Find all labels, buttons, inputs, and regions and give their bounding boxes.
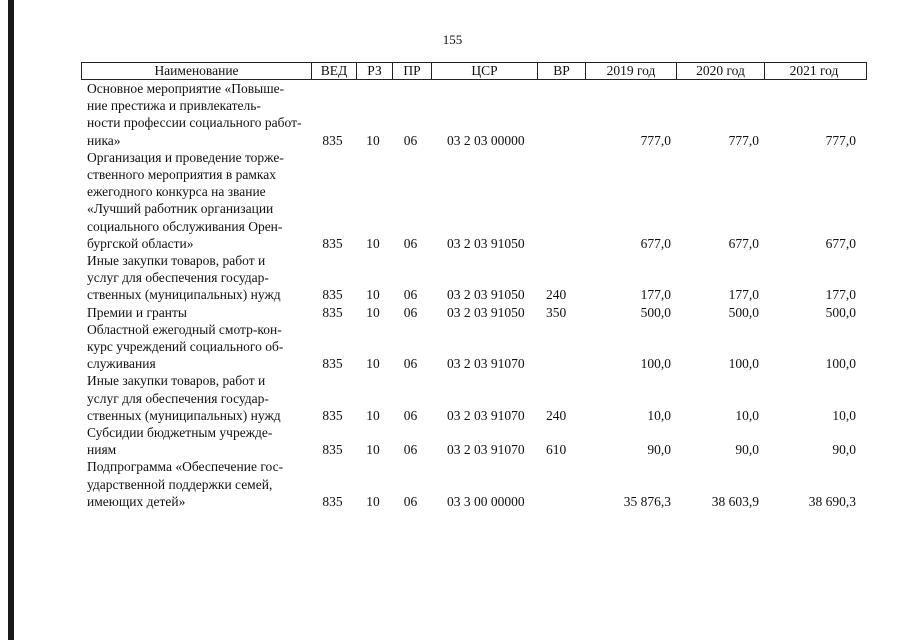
header-name: Наименование: [154, 63, 239, 78]
cell-2019: 10,0: [647, 407, 671, 423]
cell-pr: 06: [403, 493, 418, 509]
cell-2019: 90,0: [647, 442, 671, 458]
cell-vr: 350: [546, 304, 567, 320]
cell-name: Премии и гранты: [87, 304, 187, 320]
cell-csr: 03 2 03 91070: [447, 407, 525, 423]
header-2019: 2019 год: [585, 63, 676, 79]
header-vr: ВР: [537, 63, 585, 79]
cell-2020: 100,0: [728, 356, 759, 372]
budget-table: [81, 62, 867, 510]
cell-pr: 06: [403, 304, 418, 320]
cell-pr: 06: [403, 356, 418, 372]
table-row: [81, 149, 867, 252]
table-row: [81, 304, 867, 321]
header-csr: ЦСР: [431, 63, 537, 79]
header-ved: ВЕД: [311, 63, 356, 79]
cell-name: Организация и проведение торже- ственного мероприятия в рамках ежегодного конкурса на звание «Лучший работник организации социального обслуживания Орен- бургской области»: [87, 149, 284, 251]
cell-vr: 240: [546, 287, 567, 303]
cell-2021: 90,0: [832, 442, 856, 458]
cell-csr: 03 2 03 00000: [447, 132, 525, 148]
cell-2021: 177,0: [825, 287, 856, 303]
cell-2021: 38 690,3: [808, 493, 856, 509]
page-edge-shadow: [8, 0, 14, 640]
cell-ved: 835: [322, 287, 343, 303]
table-row: [81, 80, 867, 149]
header-2021: 2021 год: [764, 63, 863, 79]
cell-pr: 06: [403, 442, 418, 458]
cell-csr: 03 2 03 91050: [447, 235, 525, 251]
cell-rz: 10: [366, 287, 380, 303]
cell-pr: 06: [403, 407, 418, 423]
cell-rz: 10: [366, 356, 380, 372]
cell-2021: 100,0: [825, 356, 856, 372]
cell-2021: 500,0: [825, 304, 856, 320]
cell-pr: 06: [403, 132, 418, 148]
cell-2020: 677,0: [728, 235, 759, 251]
cell-pr: 06: [403, 235, 418, 251]
table-row: [81, 458, 867, 510]
cell-name: Иные закупки товаров, работ и услуг для обеспечения государ- ственных (муниципальных) нужд: [87, 373, 281, 423]
cell-rz: 10: [366, 493, 380, 509]
header-rz: РЗ: [356, 63, 392, 79]
cell-rz: 10: [366, 235, 380, 251]
table-header: [81, 62, 867, 80]
cell-ved: 835: [322, 235, 343, 251]
cell-pr: 06: [403, 287, 418, 303]
cell-2020: 10,0: [735, 407, 759, 423]
cell-name: Субсидии бюджетным учрежде- ниям: [87, 425, 273, 458]
cell-2020: 500,0: [728, 304, 759, 320]
cell-2021: 10,0: [832, 407, 856, 423]
cell-2019: 500,0: [640, 304, 671, 320]
cell-name: Областной ежегодный смотр-кон- курс учреждений социального об- служивания: [87, 321, 284, 372]
table-row: [81, 424, 867, 458]
table-row: [81, 321, 867, 373]
cell-csr: 03 2 03 91070: [447, 442, 525, 458]
cell-ved: 835: [322, 132, 343, 148]
cell-rz: 10: [366, 304, 380, 320]
table-body: [81, 80, 867, 510]
cell-csr: 03 2 03 91050: [447, 304, 525, 320]
header-pr: ПР: [392, 63, 431, 79]
cell-2020: 777,0: [728, 132, 759, 148]
cell-2019: 100,0: [640, 356, 671, 372]
cell-2020: 177,0: [728, 287, 759, 303]
cell-rz: 10: [366, 407, 380, 423]
cell-2021: 677,0: [825, 235, 856, 251]
cell-csr: 03 2 03 91050: [447, 287, 525, 303]
cell-2021: 777,0: [825, 132, 856, 148]
cell-ved: 835: [322, 493, 343, 509]
cell-ved: 835: [322, 356, 343, 372]
cell-ved: 835: [322, 407, 343, 423]
cell-ved: 835: [322, 442, 343, 458]
cell-name: Иные закупки товаров, работ и услуг для обеспечения государ- ственных (муниципальных) нужд: [87, 253, 281, 303]
cell-2019: 677,0: [640, 235, 671, 251]
cell-ved: 835: [322, 304, 343, 320]
cell-csr: 03 2 03 91070: [447, 356, 525, 372]
cell-vr: 240: [546, 407, 567, 423]
cell-2019: 35 876,3: [623, 493, 671, 509]
cell-csr: 03 3 00 00000: [447, 493, 525, 509]
cell-2020: 90,0: [735, 442, 759, 458]
cell-2019: 777,0: [640, 132, 671, 148]
cell-rz: 10: [366, 442, 380, 458]
cell-2020: 38 603,9: [711, 493, 759, 509]
cell-vr: 610: [546, 442, 567, 458]
page-number: 155: [442, 32, 463, 47]
table-row: [81, 252, 867, 304]
header-2020: 2020 год: [676, 63, 764, 79]
cell-name: Подпрограмма «Обеспечение гос- ударственной поддержки семей, имеющих детей»: [87, 459, 284, 509]
cell-name: Основное мероприятие «Повыше- ние престижа и привлекатель- ности профессии социального работ- ника»: [87, 81, 302, 148]
table-row: [81, 372, 867, 424]
cell-rz: 10: [366, 132, 380, 148]
cell-2019: 177,0: [640, 287, 671, 303]
